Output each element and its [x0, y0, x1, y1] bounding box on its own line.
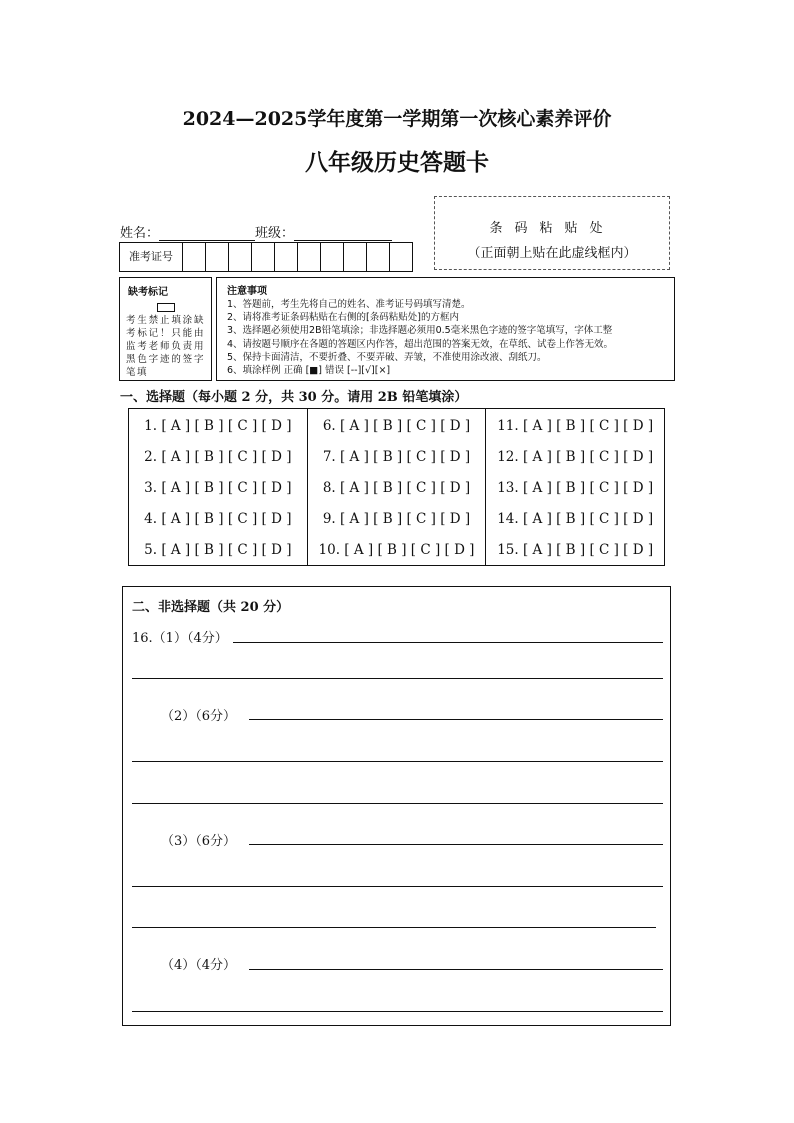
- exam-number-cell[interactable]: [206, 243, 229, 271]
- section2-heading: 二、非选择题（共 20 分）: [132, 600, 290, 615]
- student-info-row: [120, 222, 392, 241]
- mc-question[interactable]: 6. [ A ] [ B ] [ C ] [ D ]: [322, 418, 471, 434]
- exam-number-cell[interactable]: [390, 243, 412, 271]
- mc-question[interactable]: 15. [ A ] [ B ] [ C ] [ D ]: [497, 542, 654, 558]
- exam-number-label: 准考证号: [120, 243, 183, 271]
- exam-number-cell[interactable]: [321, 243, 344, 271]
- exam-number-cell[interactable]: [183, 243, 206, 271]
- exam-number-cell[interactable]: [344, 243, 367, 271]
- answer-line[interactable]: [233, 642, 663, 643]
- exam-number-grid: [119, 242, 413, 272]
- page-subtitle: 八年级历史答题卡: [305, 150, 489, 176]
- answer-line[interactable]: [132, 927, 656, 928]
- answer-line[interactable]: [132, 886, 663, 887]
- exam-number-cell[interactable]: [298, 243, 321, 271]
- mc-question[interactable]: 7. [ A ] [ B ] [ C ] [ D ]: [322, 449, 471, 465]
- mc-question[interactable]: 11. [ A ] [ B ] [ C ] [ D ]: [497, 418, 654, 434]
- mc-question[interactable]: 1. [ A ] [ B ] [ C ] [ D ]: [144, 418, 292, 434]
- mc-column: [486, 409, 664, 565]
- non-choice-section: [122, 586, 671, 1026]
- notes-title: 注意事项: [227, 286, 267, 297]
- answer-line[interactable]: [249, 844, 663, 845]
- answer-line[interactable]: [132, 1011, 663, 1012]
- name-field[interactable]: [159, 226, 255, 241]
- absent-mark-instructions: 考生禁止填涂缺考标记！只能由监考老师负责用黑色字迹的签字笔填: [126, 315, 205, 378]
- mc-column: [129, 409, 308, 565]
- q16-part1-label: 16.（1）（4分）: [132, 631, 228, 646]
- answer-line[interactable]: [132, 761, 663, 762]
- mc-question[interactable]: 8. [ A ] [ B ] [ C ] [ D ]: [322, 480, 471, 496]
- notes-line: 4、请按题号顺序在各题的答题区内作答，超出范围的答案无效，在草纸、试卷上作答无效。: [227, 338, 614, 350]
- barcode-title: 条码粘贴处: [489, 221, 615, 236]
- exam-number-cell[interactable]: [367, 243, 390, 271]
- answer-line[interactable]: [132, 678, 663, 679]
- notes-line: 3、选择题必须使用2B铅笔填涂；非选择题必须用0.5毫米黑色字迹的签字笔填写，字体工整: [227, 325, 613, 337]
- class-field[interactable]: [294, 226, 392, 241]
- mc-question[interactable]: 12. [ A ] [ B ] [ C ] [ D ]: [497, 449, 654, 465]
- notes-line: 6、填涂样例 正确 [■] 错误 [--][√][×]: [227, 365, 391, 377]
- mc-question[interactable]: 2. [ A ] [ B ] [ C ] [ D ]: [144, 449, 292, 465]
- mc-question[interactable]: 5. [ A ] [ B ] [ C ] [ D ]: [144, 542, 292, 558]
- absent-mark-box: [119, 277, 212, 381]
- mc-question[interactable]: 14. [ A ] [ B ] [ C ] [ D ]: [497, 511, 654, 527]
- q16-part2-label: （2）（6分）: [161, 709, 237, 724]
- notes-line: 5、保持卡面清洁，不要折叠、不要弄破、弄皱，不准使用涂改液、刮纸刀。: [227, 351, 547, 363]
- notes-line: 1、答题前，考生先将自己的姓名、准考证号码填写清楚。: [227, 299, 471, 310]
- mc-question[interactable]: 13. [ A ] [ B ] [ C ] [ D ]: [497, 480, 654, 496]
- answer-line[interactable]: [132, 803, 663, 804]
- notes-box: [216, 277, 675, 381]
- barcode-note: （正面朝上贴在此虚线框内）: [467, 246, 637, 261]
- page-title: 2024—2025学年度第一学期第一次核心素养评价: [182, 108, 612, 130]
- absent-mark-checkbox[interactable]: [157, 303, 175, 312]
- answer-line[interactable]: [249, 969, 663, 970]
- q16-part3-label: （3）（6分）: [161, 834, 237, 849]
- notes-line: 2、请将准考证条码粘贴在右侧的[条码粘贴处]的方框内: [227, 312, 459, 324]
- mc-question[interactable]: 9. [ A ] [ B ] [ C ] [ D ]: [322, 511, 471, 527]
- barcode-area: [434, 196, 670, 270]
- q16-part4-label: （4）（4分）: [161, 958, 237, 973]
- mc-question[interactable]: 10. [ A ] [ B ] [ C ] [ D ]: [318, 542, 475, 558]
- name-label: 姓名：: [120, 226, 160, 241]
- mc-question[interactable]: 4. [ A ] [ B ] [ C ] [ D ]: [144, 511, 292, 527]
- exam-number-cell[interactable]: [275, 243, 298, 271]
- exam-number-cell[interactable]: [252, 243, 275, 271]
- exam-number-cell[interactable]: [229, 243, 252, 271]
- class-label: 班级：: [255, 226, 295, 241]
- mc-column: [308, 409, 487, 565]
- mc-question[interactable]: 3. [ A ] [ B ] [ C ] [ D ]: [144, 480, 292, 496]
- multiple-choice-grid: [128, 408, 665, 566]
- answer-line[interactable]: [249, 719, 663, 720]
- absent-mark-title: 缺考标记: [128, 287, 168, 298]
- section1-heading: 一、选择题（每小题 2 分，共 30 分。请用 2B 铅笔填涂）: [120, 390, 468, 405]
